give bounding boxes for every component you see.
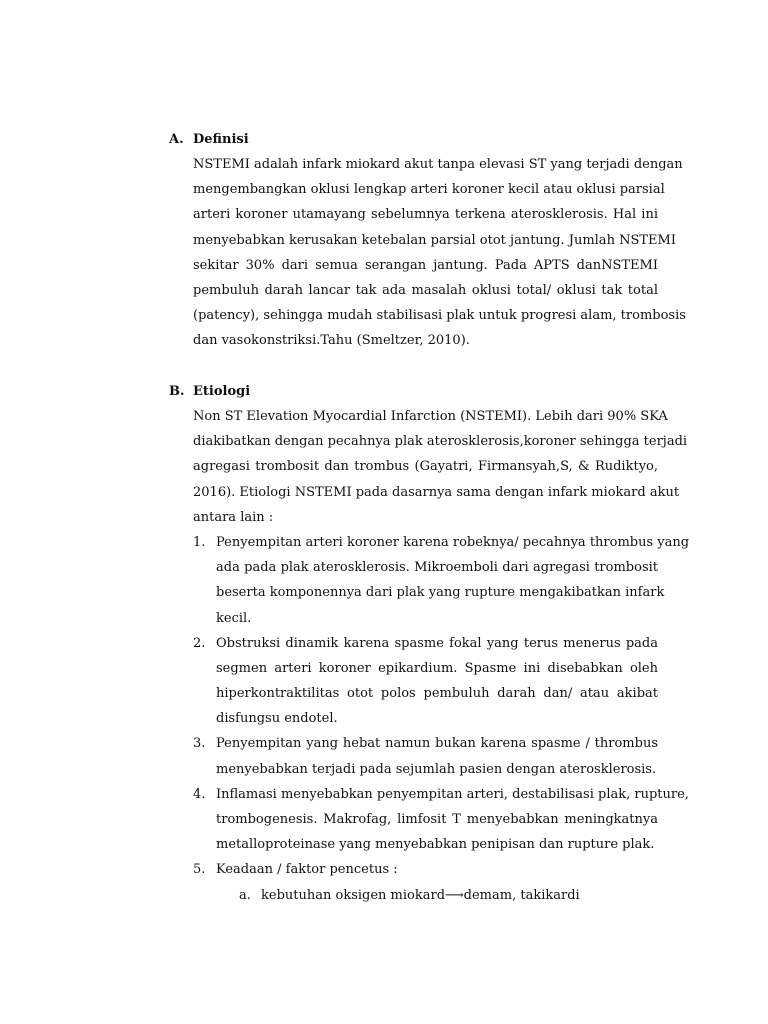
section-definisi [169, 128, 686, 354]
sub-list-letter: a. [239, 887, 251, 903]
list-line: Penyempitan yang hebat namun bukan karena spasme / thrombus [216, 736, 658, 752]
section-title: Definisi [193, 132, 249, 147]
list-line: Keadaan / faktor pencetus : [216, 862, 398, 878]
paragraph-line: pembuluh darah lancar tak ada masalah oklusi total/ oklusi tak total [193, 282, 658, 298]
section-heading [169, 380, 658, 404]
list-item [193, 782, 689, 858]
etiologi-paragraph [193, 404, 688, 530]
list-line: disfungsu endotel. [216, 711, 338, 727]
paragraph-line: dan vasokonstriksi.Tahu (Smeltzer, 2010). [193, 333, 470, 349]
list-line: menyebabkan terjadi pada sejumlah pasien dengan aterosklerosis. [216, 761, 657, 777]
list-line: ada pada plak aterosklerosis. Mikroemboli dari agregasi trombosit [216, 560, 658, 576]
list-line: kecil. [216, 610, 252, 626]
list-number: 3. [193, 736, 206, 752]
paragraph-line: 2016). Etiologi NSTEMI pada dasarnya sama dengan infark miokard akut [193, 484, 680, 500]
list-line: beserta komponennya dari plak yang rupture mengakibatkan infark [216, 585, 665, 601]
list-item [193, 731, 658, 781]
section-letter: A. [169, 132, 184, 147]
definisi-paragraph [193, 152, 686, 354]
section-letter: B. [169, 384, 185, 399]
list-item [193, 530, 690, 631]
paragraph-line: Non ST Elevation Myocardial Infarction (NSTEMI). Lebih dari 90% SKA [193, 409, 668, 424]
list-line: Inflamasi menyebabkan penyempitan arteri, destabilisasi plak, rupture, [216, 786, 689, 802]
paragraph-line: antara lain : [193, 509, 274, 525]
list-line: trombogenesis. Makrofag, limfosit T menyebabkan meningkatnya [216, 812, 658, 827]
sub-list-text: kebutuhan oksigen miokard⟶demam, takikardi [261, 887, 580, 903]
list-line: metalloproteinase yang menyebabkan penipisan dan rupture plak. [216, 837, 655, 853]
paragraph-line: arteri koroner utamayang sebelumnya terkena aterosklerosis. Hal ini [193, 207, 658, 223]
paragraph-line: menyebabkan kerusakan ketebalan parsial otot jantung. Jumlah NSTEMI [193, 232, 676, 248]
etiologi-list [193, 530, 690, 908]
list-item [193, 857, 658, 907]
section-etiologi [169, 380, 690, 908]
paragraph-line: sekitar 30% dari semua serangan jantung. Pada APTS danNSTEMI [193, 257, 658, 273]
list-number: 1. [193, 534, 206, 550]
list-line: hiperkontraktilitas otot polos pembuluh darah dan/ atau akibat [216, 686, 658, 702]
section-title: Etiologi [193, 384, 251, 399]
paragraph-line: (patency), sehingga mudah stabilisasi plak untuk progresi alam, trombosis [193, 308, 686, 324]
section-heading [169, 128, 658, 152]
paragraph-line: agregasi trombosit dan trombus (Gayatri, Firmansyah,S, & Rudiktyo, [193, 459, 658, 475]
list-number: 4. [193, 786, 206, 802]
paragraph-line: mengembangkan oklusi lengkap arteri koroner kecil atau oklusi parsial [193, 182, 665, 198]
paragraph-line: NSTEMI adalah infark miokard akut tanpa elevasi ST yang terjadi dengan [193, 157, 683, 172]
list-number: 5. [193, 862, 206, 878]
list-line: Penyempitan arteri koroner karena robeknya/ pecahnya thrombus yang [216, 534, 690, 550]
list-item [193, 631, 658, 732]
list-line: Obstruksi dinamik karena spasme fokal yang terus menerus pada [216, 635, 658, 651]
paragraph-line: diakibatkan dengan pecahnya plak aterosklerosis,koroner sehingga terjadi [193, 434, 688, 450]
list-number: 2. [193, 635, 206, 651]
sub-list-item [239, 883, 658, 908]
list-line: segmen arteri koroner epikardium. Spasme ini disebabkan oleh [216, 660, 658, 676]
